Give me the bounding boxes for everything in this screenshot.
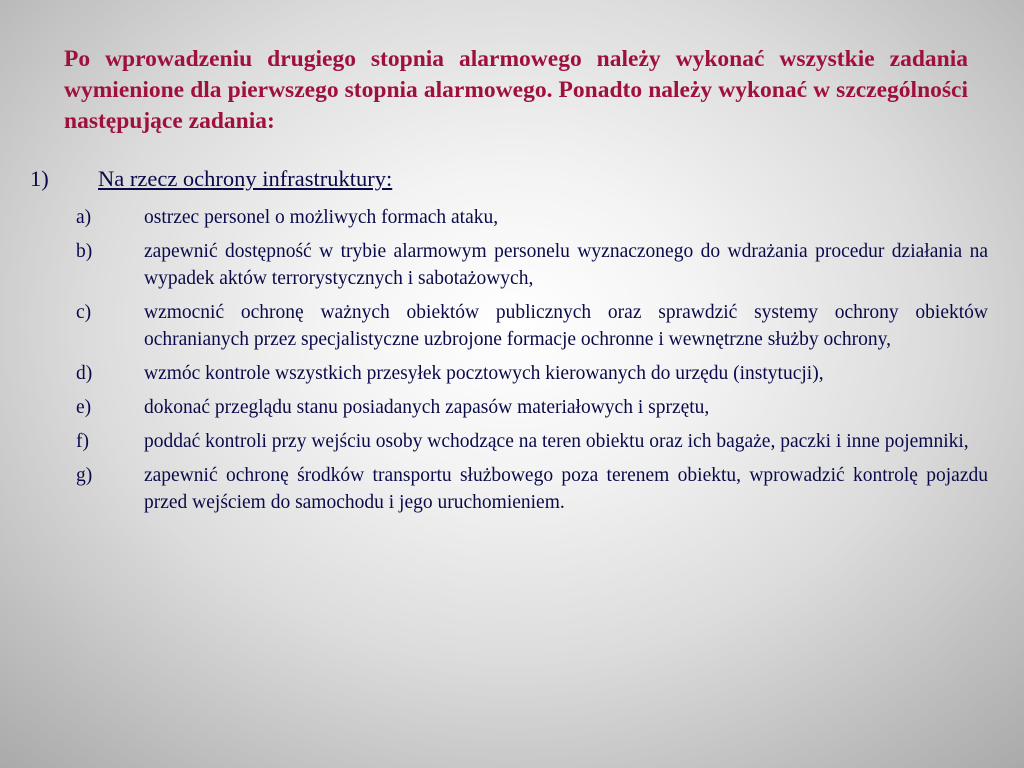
list-item-text: zapewnić dostępność w trybie alarmowym personelu wyznaczonego do wdrażania procedur działania na wypadek aktów terrorystycznych i sabotażowych, — [144, 241, 988, 289]
list-item-letter: d) — [76, 363, 93, 384]
list-item — [76, 299, 988, 353]
section-header — [30, 165, 990, 193]
list-item — [76, 394, 988, 421]
list-item-letter: f) — [76, 431, 89, 452]
list-item — [76, 360, 988, 387]
list-item — [76, 462, 988, 516]
section-title: Na rzecz ochrony infrastruktury: — [98, 166, 393, 191]
list-item-letter: g) — [76, 465, 93, 486]
list-item — [76, 428, 988, 455]
list-item-text: dokonać przeglądu stanu posiadanych zapasów materiałowych i sprzętu, — [144, 397, 710, 418]
list-item-text: wzmóc kontrole wszystkich przesyłek pocztowych kierowanych do urzędu (instytucji), — [144, 363, 824, 384]
list-item-letter: b) — [76, 241, 93, 262]
list-item-letter: c) — [76, 302, 92, 323]
section-number: 1) — [30, 166, 49, 191]
list-item-letter: e) — [76, 397, 92, 418]
list-item-text: ostrzec personel o możliwych formach ataku, — [144, 207, 499, 228]
list-item-text: wzmocnić ochronę ważnych obiektów publicznych oraz sprawdzić systemy ochrony obiektów ochranianych przez specjalistyczne uzbrojone formacje ochronne i wewnętrzne służby ochrony, — [144, 302, 988, 350]
list-item-text: zapewnić ochronę środków transportu służbowego poza terenem obiektu, wprowadzić kontrolę pojazdu przed wejściem do samochodu i jego uruchomieniem. — [144, 465, 988, 513]
slide-heading: Po wprowadzeniu drugiego stopnia alarmowego należy wykonać wszystkie zadania wymienione dla pierwszego stopnia alarmowego. Ponadto należy wykonać w szczególności następujące zadania: — [64, 46, 968, 134]
list-item — [76, 238, 988, 292]
list-item — [76, 204, 988, 231]
list-item-text: poddać kontroli przy wejściu osoby wchodzące na teren obiektu oraz ich bagaże, paczki i inne pojemniki, — [144, 431, 969, 452]
task-list — [76, 204, 988, 523]
list-item-letter: a) — [76, 207, 92, 228]
